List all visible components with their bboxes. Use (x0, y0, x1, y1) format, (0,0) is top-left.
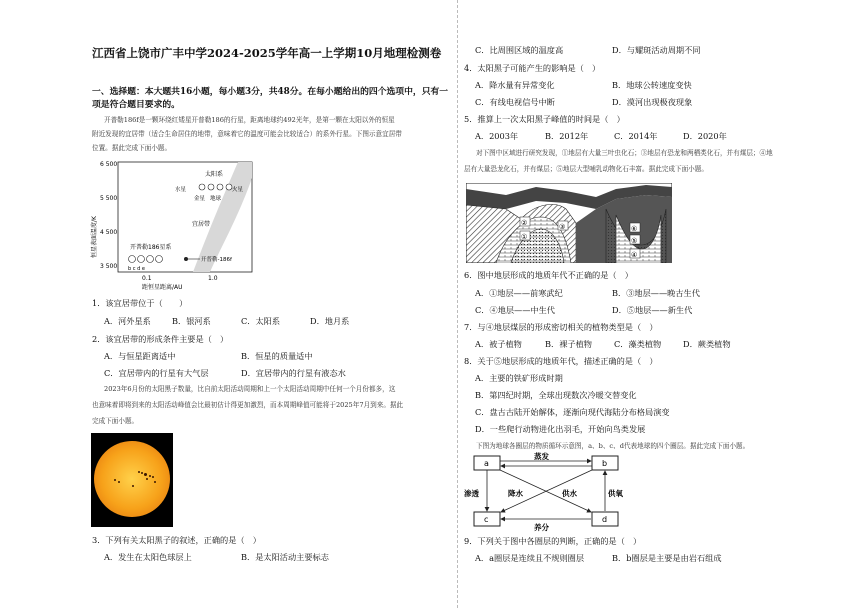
q3-option-a[interactable]: A．发生在太阳色球层上 (104, 552, 192, 562)
passage2-line1: 2023年6月份的太阳黑子数量，比自前太阳活动周期和上一个太阳活动周期中任何一个月份都多，这 (104, 385, 396, 393)
strata-figure (466, 183, 672, 263)
zone-label: 宜居带 (192, 221, 211, 228)
q9-option-a[interactable]: A．a圈层是连续且不规则圈层 (475, 553, 585, 563)
mars-label: 火星 (232, 187, 244, 193)
q8-option-d[interactable]: D．一些爬行动物进化出羽毛，开始向鸟类发展 (475, 424, 646, 434)
label-nutrients: 养分 (534, 523, 549, 532)
passage1-line3: 位置。据此完成下面小题。 (92, 144, 172, 152)
kepler-f-label: 开普勒-186f (201, 257, 232, 263)
q5-stem: 5．推算上一次太阳黑子峰值的时间是（ ） (464, 114, 625, 124)
section-heading-line1: 一、选择题：本大题共16小题，每小题3分，共48分。在每小题给出的四个选项中，只有一 (92, 87, 449, 97)
stratum-label-4: ④ (631, 251, 638, 259)
q7-option-a[interactable]: A．被子植物 (475, 339, 522, 349)
exam-title: 江西省上饶市广丰中学2024-2025学年高一上学期10月地理检测卷 (92, 46, 442, 60)
passage2-line2: 也意味着即将到来的太阳活动峰值会比最初估计得更加激烈，而本周期峰值可能将于2025年7月到来。据此 (92, 401, 404, 409)
y-tick-4500: 4 500 (100, 229, 118, 236)
x-axis-title: 距恒星距离/AU (142, 284, 183, 290)
q6-option-a[interactable]: A．①地层——前寒武纪 (475, 288, 563, 298)
x-tick-1.0: 1.0 (208, 275, 218, 282)
sun-disc (94, 441, 170, 517)
q9-stem: 9．下列关于图中各圈层的判断，正确的是（ ） (464, 536, 642, 546)
q2-stem: 2．该宜居带的形成条件主要是（ ） (92, 334, 229, 344)
passage1-line1: 开普勒186f是一颗环绕红矮星开普勒186的行星，距离地球约492光年，是第一颗在太阳以外的恒星 (104, 116, 395, 124)
q5-option-c[interactable]: C．2014年 (614, 131, 658, 141)
y-tick-3500: 3 500 (100, 263, 118, 270)
stratum-label-5: ⑤ (631, 237, 638, 245)
q6-option-c[interactable]: C．④地层——中生代 (475, 305, 555, 315)
column-divider (457, 0, 458, 608)
sphere-cycle-figure (464, 452, 632, 532)
q7-option-b[interactable]: B．裸子植物 (545, 339, 592, 349)
label-evaporation: 蒸发 (534, 452, 549, 461)
sphere-c-label: c (484, 515, 489, 524)
stratum-label-2: ② (521, 219, 528, 227)
q2-option-d[interactable]: D．宜居带内的行星有液态水 (241, 368, 346, 378)
q6-option-d[interactable]: D．⑤地层——新生代 (612, 305, 693, 315)
q1-stem: 1．该宜居带位于（ ） (92, 298, 188, 308)
q5-option-a[interactable]: A．2003年 (475, 131, 519, 141)
q1-option-c[interactable]: C．太阳系 (241, 316, 281, 326)
stratum-label-3: ③ (559, 223, 566, 231)
kepler-planet-e (156, 256, 163, 263)
label-infiltration: 渗透 (464, 489, 479, 498)
q9-option-b[interactable]: B．b圈层是主要是由岩石组成 (612, 553, 722, 563)
q1-option-a[interactable]: A．河外星系 (104, 316, 151, 326)
planet-venus (208, 184, 214, 190)
q3-option-c[interactable]: C．比周围区域的温度高 (475, 45, 564, 55)
q3-option-d[interactable]: D．与耀斑活动周期不同 (612, 45, 701, 55)
q8-option-b[interactable]: B．第四纪时期，全球出现数次冷暖交替变化 (475, 390, 637, 400)
label-water-supply: 供水 (562, 489, 577, 498)
q7-stem: 7．与④地层煤层的形成密切相关的植物类型是（ ） (464, 322, 658, 332)
planet-earth (217, 184, 223, 190)
q4-option-a[interactable]: A．降水量有异常变化 (475, 80, 555, 90)
section-heading-line2: 项是符合题目要求的。 (92, 100, 180, 110)
y-tick-5500: 5 500 (100, 195, 118, 202)
kepler-planet-f (184, 257, 188, 261)
y-tick-6500: 6 500 (100, 161, 118, 168)
sphere-d-label: d (602, 515, 608, 524)
kepler-planet-c (138, 256, 145, 263)
passage1-line2: 附近发现的宜居带（适合生命居住的地带，意味着它的温度可能会比较适合）的系外行星。下图示意宜居带 (92, 130, 402, 138)
sphere-b-label: b (602, 459, 608, 468)
q4-option-d[interactable]: D．漠河出现极夜现象 (612, 97, 693, 107)
passage2-line3: 完成下面小题。 (92, 417, 139, 425)
kepler-planet-letters: b c d e (128, 266, 145, 272)
kepler-planet-b (129, 256, 136, 263)
q7-option-c[interactable]: C．藻类植物 (614, 339, 662, 349)
sunspot-photo (91, 433, 173, 527)
q4-stem: 4．太阳黑子可能产生的影响是（ ） (464, 63, 601, 73)
solar-system-label: 太阳系 (205, 171, 224, 178)
q2-option-b[interactable]: B．恒星的质量适中 (241, 351, 313, 361)
q8-stem: 8．关于⑤地层形成的地质年代，描述正确的是（ ） (464, 356, 658, 366)
passage4: 下图为地球各圈层的物质循环示意图，a、b、c、d代表地球的四个圈层。据此完成下面小题。 (476, 442, 750, 450)
q6-stem: 6．图中地层形成的地质年代不正确的是（ ） (464, 270, 633, 280)
kepler-planet-d (147, 256, 154, 263)
q4-option-b[interactable]: B．地球公转速度变快 (612, 80, 692, 90)
venus-label: 金星 (194, 196, 206, 202)
habitable-zone-figure (88, 158, 268, 290)
planet-mercury (199, 184, 205, 190)
y-axis-title: 恒星表面温度/K (91, 216, 98, 258)
q2-option-c[interactable]: C．宜居带内的行星有大气层 (104, 368, 209, 378)
q6-option-b[interactable]: B．③地层——晚古生代 (612, 288, 700, 298)
q8-option-c[interactable]: C．盘古古陆开始解体，逐渐向现代海陆分布格局演变 (475, 407, 670, 417)
sphere-a-label: a (484, 459, 489, 468)
q5-option-d[interactable]: D．2020年 (683, 131, 727, 141)
q7-option-d[interactable]: D．蕨类植物 (683, 339, 731, 349)
passage3-line2: 层有大量恐龙化石，并有煤层；⑤地层大型哺乳动物化石丰富。据此完成下面小题。 (464, 165, 708, 173)
q4-option-c[interactable]: C．有线电视信号中断 (475, 97, 555, 107)
x-tick-0.1: 0.1 (142, 275, 152, 282)
label-oxygen-supply: 供氧 (608, 489, 623, 498)
q1-option-d[interactable]: D．地月系 (310, 316, 350, 326)
y-axis-label (90, 215, 98, 258)
q5-option-b[interactable]: B．2012年 (545, 131, 589, 141)
label-precipitation: 降水 (508, 489, 523, 498)
stratum-label-6: ⑥ (631, 225, 638, 233)
q8-option-a[interactable]: A．主要的铁矿形成时期 (475, 373, 563, 383)
q3-stem: 3．下列有关太阳黑子的叙述，正确的是（ ） (92, 535, 261, 545)
q2-option-a[interactable]: A．与恒星距离适中 (104, 351, 176, 361)
stratum-label-1: ① (521, 233, 528, 241)
passage3-line1: 对下图中区域进行研究发现，①地层有大量三叶虫化石；③地层有恐龙和两栖类化石，并有煤层；④地 (476, 149, 773, 157)
earth-label: 地球 (210, 196, 222, 202)
mercury-label: 水星 (175, 187, 187, 193)
q1-option-b[interactable]: B．银河系 (172, 316, 211, 326)
q3-option-b[interactable]: B．是太阳活动主要标志 (241, 552, 329, 562)
kepler-system-label: 开普勒186星系 (130, 244, 172, 251)
